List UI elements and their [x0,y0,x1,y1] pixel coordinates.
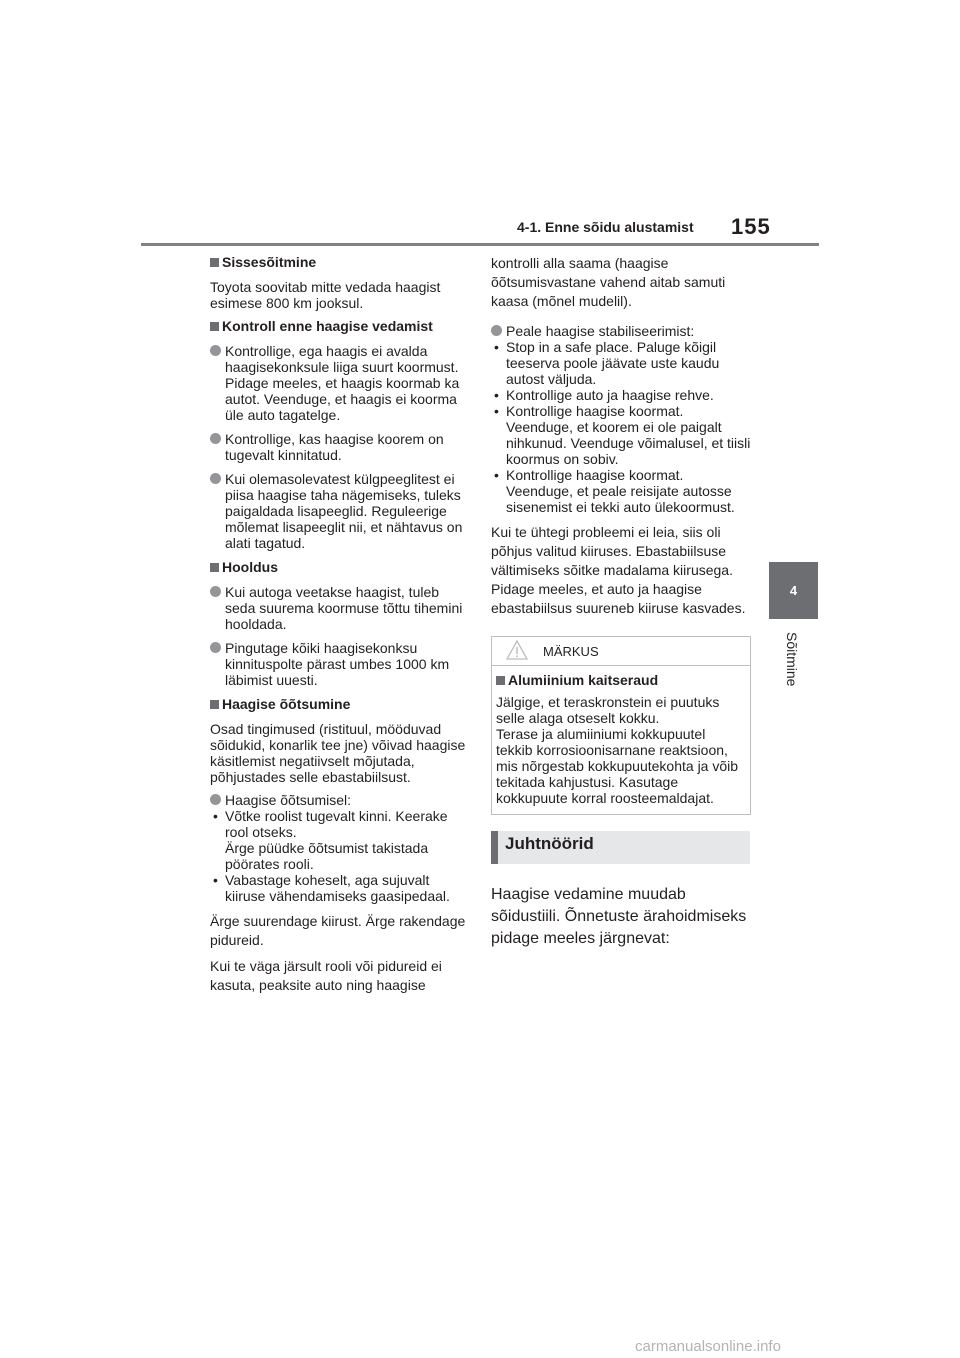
section-header-title: Juhtnöörid [505,834,594,853]
sub-item: • Kontrollige auto ja haagise rehve. [494,387,714,403]
header-divider [141,243,819,246]
circle-bullet-icon [210,794,221,805]
paragraph: Toyota soovitab mitte vedada haagist esimese 800 km jooksul. [210,279,441,311]
intro-paragraph: Haagise vedamine muudab sõidustiili. Õnnetuste ärahoidmiseks pidage meeles järgnevat: [491,886,747,947]
circle-bullet-icon [210,586,221,597]
left-column [210,254,472,1002]
notice-text: Terase ja alumiiniumi kokkupuutel tekkib korrosioonisarnane reaktsioon, mis nõrgestab kokkupuutekohta ja võib tekitada kahjustusi. Kasutage kokkupuute korral roosteemaldajat. [496,726,739,806]
notice-header [492,637,750,666]
section-header-juhtnoorid [491,831,750,864]
circle-bullet-icon [210,473,221,484]
square-bullet-icon [210,258,219,267]
chapter-tab-label: Sõitmine [784,632,800,687]
heading-ootsumine: Haagise õõtsumine [210,696,472,712]
notice-heading: Alumiinium kaitseraud [496,672,744,688]
bullet-item: Kontrollige, kas haagise koorem on tugevalt kinnitatud. [210,431,472,463]
circle-bullet-icon [210,433,221,444]
sub-item: • Võtke roolist tugevalt kinni. Keerake rool otseks. Ärge püüdke õõtsumist takistada pöörates rooli. [213,808,448,872]
bullet-item: Kui autoga veetakse haagist, tuleb seda suurema koormuse tõttu tihemini hooldada. [210,584,472,632]
square-bullet-icon [210,700,219,709]
section-title: 4-1. Enne sõidu alustamist [517,219,694,235]
bullet-item: Kui olemasolevatest külgpeeglitest ei piisa haagise taha nägemiseks, tuleks paigaldada lisapeeglid. Reguleerige mõlemat lisapeeglit nii, et nähtavus on alati tagatud. [210,471,472,551]
paragraph: Osad tingimused (ristituul, mööduvad sõidukid, konarlik tee jne) võivad haagise käsitlemist negatiivselt mõjutada, põhjustades selle ebastabiilsust. [210,721,466,785]
bullet-item: Haagise õõtsumisel: • Võtke roolist tugevalt kinni. Keerake rool otseks. Ärge püüdke õõtsumist takistada pöörates rooli. • Vabastage koheselt, aga sujuvalt kiiruse vähendamiseks gaasipedaal. [210,792,472,904]
paragraph: Kui te ühtegi probleemi ei leia, siis oli põhjus valitud kiiruses. Ebastabiilsuse vältimiseks sõitke madalama kiirusega. Pidage meeles, et auto ja haagise ebastabiilsus suureneb kiiruse kasvades. [491,524,746,616]
watermark: carmanualsonline.info [635,1338,781,1355]
notice-title: MÄRKUS [543,644,599,659]
heading-hooldus: Hooldus [210,559,472,575]
heading-sissesoitmine: Sissesõitmine [210,254,472,270]
paragraph: Kui te väga järsult rooli või pidureid ei kasuta, peaksite auto ning haagise [210,958,442,993]
sub-item: • Vabastage koheselt, aga sujuvalt kiiruse vähendamiseks gaasipedaal. [213,872,450,904]
paragraph: Ärge suurendage kiirust. Ärge rakendage pidureid. [210,913,466,948]
page-number: 155 [731,214,771,239]
bullet-item: Peale haagise stabiliseerimist: • Stop in a safe place. Paluge kõigil teeserva poole jäävate uste kaudu autost väljuda. • Kontrollige auto ja haagise rehve. • Kontrollige haagise koormat. Veenduge, et koorem ei ole paigalt nihkunud. Veenduge võimalusel, et tiisli koormus on sobiv. • Kontrollige haagise koormat. Veenduge, et peale reisijate autosse sisenemist ei tekki auto ülekoormust. [491,323,751,515]
sub-item: • Stop in a safe place. Paluge kõigil teeserva poole jäävate uste kaudu autost väljuda. [494,339,720,387]
bullet-item: Pingutage kõiki haagisekonksu kinnituspolte pärast umbes 1000 km läbimist uuesti. [210,640,472,688]
square-bullet-icon [210,563,219,572]
right-column [491,254,751,950]
circle-bullet-icon [491,325,502,336]
heading-kontroll: Kontroll enne haagise vedamist [210,318,472,334]
bullet-item: Kontrollige, ega haagis ei avalda haagisekonksule liiga suurt koormust. Pidage meeles, et haagis koormab ka autot. Veenduge, et haagis ei koorma üle auto tagatelge. [210,343,472,423]
square-bullet-icon [496,676,505,685]
circle-bullet-icon [210,345,221,356]
paragraph: kontrolli alla saama (haagise õõtsumisvastane vahend aitab samuti kaasa (mõnel mudelil). [491,255,726,309]
sub-item: • Kontrollige haagise koormat. Veenduge, et peale reisijate autosse sisenemist ei tekki auto ülekoormust. [494,467,735,515]
circle-bullet-icon [210,642,221,653]
warning-triangle-icon [506,640,528,660]
chapter-tab-number: 4 [789,583,798,598]
sub-item: • Kontrollige haagise koormat. Veenduge, et koorem ei ole paigalt nihkunud. Veenduge võimalusel, et tiisli koormus on sobiv. [494,403,751,467]
square-bullet-icon [210,322,219,331]
section-header-accent [491,831,498,864]
notice-box [491,636,751,815]
notice-text: Jälgige, et teraskronstein ei puutuks selle alaga otseselt kokku. [496,694,720,726]
notice-body [492,666,750,814]
